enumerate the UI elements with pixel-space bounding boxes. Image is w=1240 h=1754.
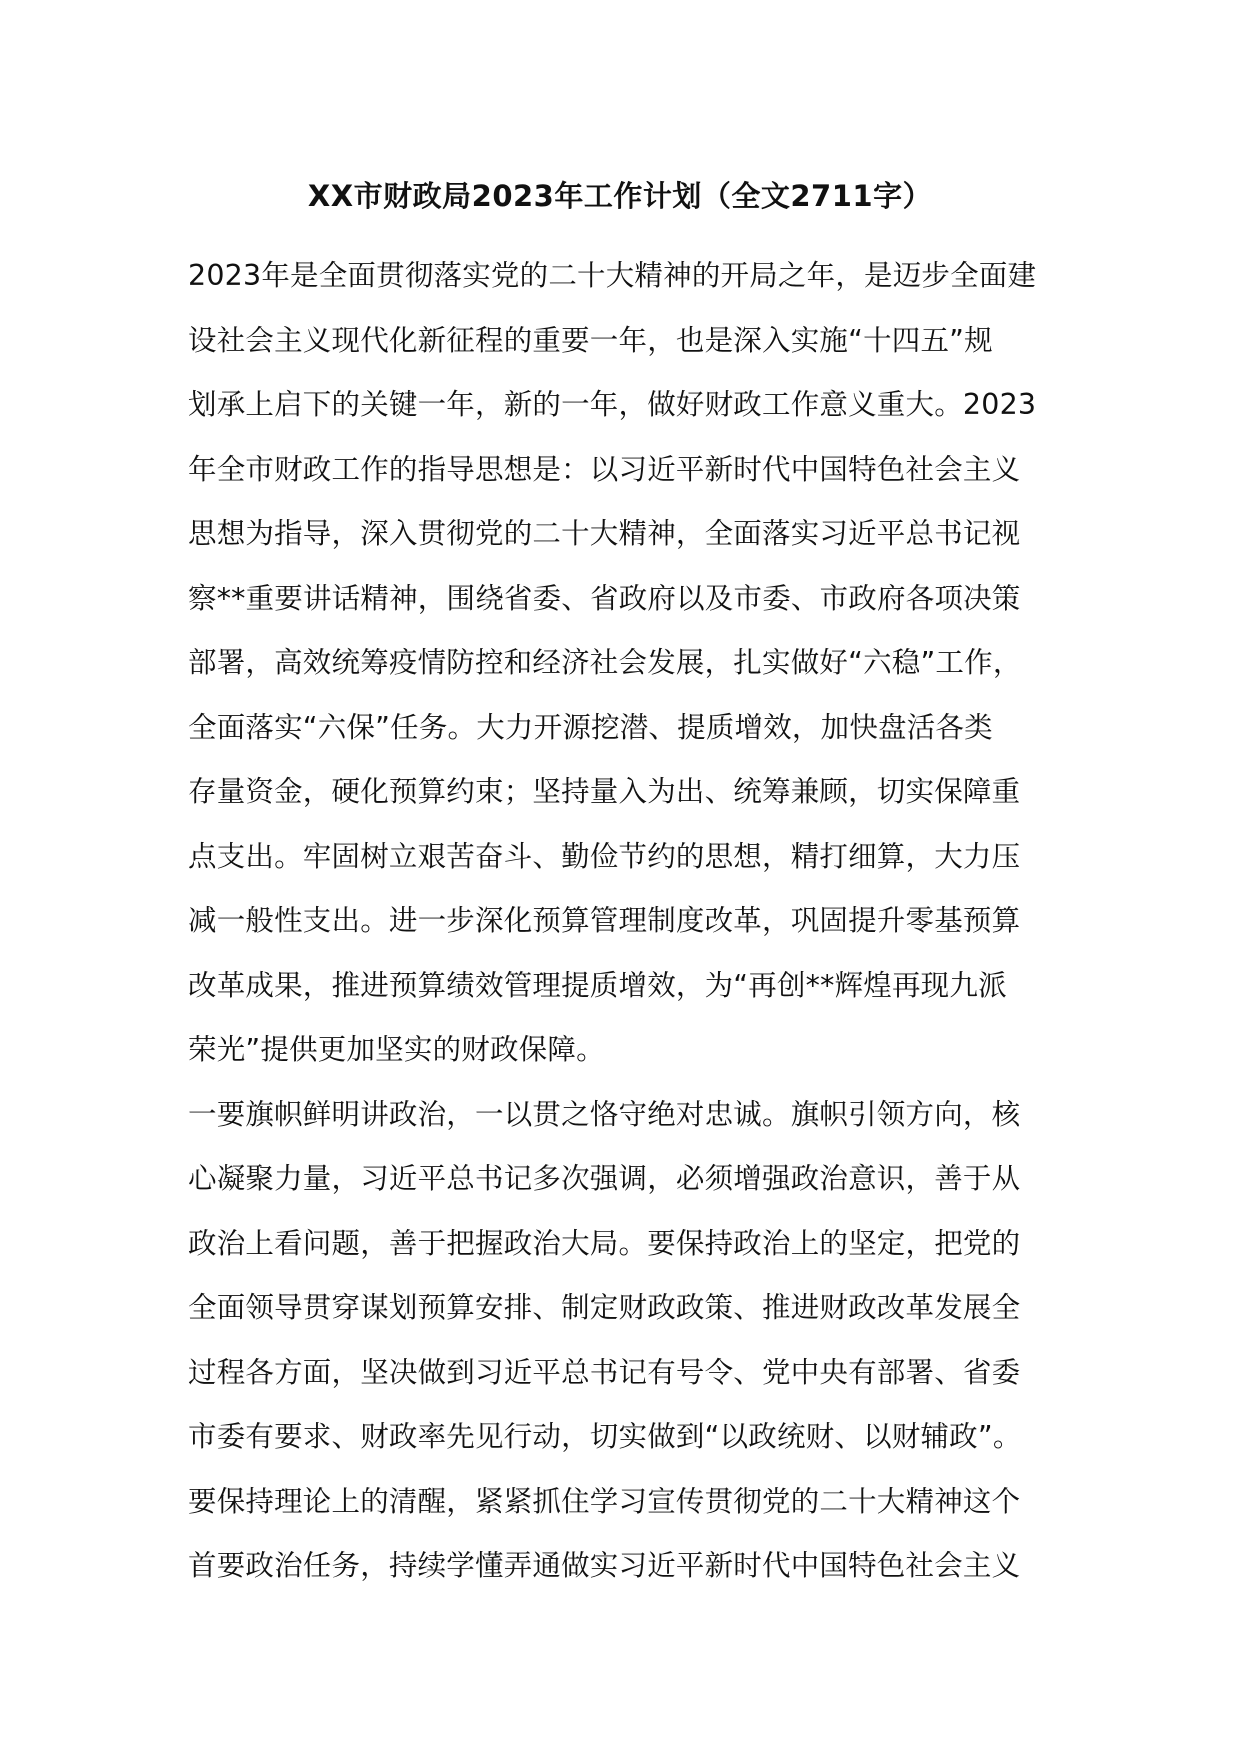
paragraph-line: 心凝聚力量，习近平总书记多次强调，必须增强政治意识，善于从 [188, 1162, 1021, 1195]
paragraph-line: 部署，高效统筹疫情防控和经济社会发展，扎实做好“六稳”工作， [188, 646, 1022, 679]
paragraph-line: 全面领导贯穿谋划预算安排、制定财政政策、推进财政改革发展全 [188, 1291, 1021, 1324]
paragraph-line: 过程各方面，坚决做到习近平总书记有号令、党中央有部署、省委 [188, 1355, 1021, 1389]
paragraph-line: 存量资金，硬化预算约束；坚持量入为出、统筹兼顾，切实保障重 [188, 775, 1021, 808]
document-body [188, 244, 1050, 1599]
paragraph-line: 划承上启下的关键一年，新的一年，做好财政工作意义重大。2023 [188, 388, 1037, 421]
paragraph-line: 减一般性支出。进一步深化预算管理制度改革，巩固提升零基预算 [188, 904, 1021, 937]
paragraph-line: 市委有要求、财政率先见行动，切实做到“以政统财、以财辅政”。 [188, 1420, 1022, 1453]
document-title: XX市财政局2023年工作计划（全文2711字） [307, 179, 933, 213]
paragraph-line: 察**重要讲话精神，围绕省委、省政府以及市委、市政府各项决策 [188, 581, 1021, 615]
paragraph-line: 设社会主义现代化新征程的重要一年，也是深入实施“十四五”规 [188, 323, 993, 357]
paragraph-line: 一要旗帜鲜明讲政治，一以贯之恪守绝对忠诚。旗帜引领方向，核 [188, 1097, 1021, 1131]
paragraph-line: 2023年是全面贯彻落实党的二十大精神的开局之年，是迈步全面建 [188, 259, 1037, 292]
paragraph-line: 政治上看问题，善于把握政治大局。要保持政治上的坚定，把党的 [188, 1226, 1021, 1260]
paragraph-line: 荣光”提供更加坚实的财政保障。 [188, 1033, 605, 1066]
paragraph-line: 全面落实“六保”任务。大力开源挖潜、提质增效，加快盘活各类 [188, 710, 993, 744]
paragraph-line: 年全市财政工作的指导思想是：以习近平新时代中国特色社会主义 [188, 452, 1021, 486]
paragraph-line: 点支出。牢固树立艰苦奋斗、勤俭节约的思想，精打细算，大力压 [188, 839, 1021, 873]
paragraph-1 [188, 244, 1050, 1083]
paragraph-line: 改革成果，推进预算绩效管理提质增效，为“再创**辉煌再现九派 [188, 968, 1007, 1002]
paragraph-line: 首要政治任务，持续学懂弄通做实习近平新时代中国特色社会主义 [188, 1549, 1021, 1582]
paragraph-line: 思想为指导，深入贯彻党的二十大精神，全面落实习近平总书记视 [188, 517, 1021, 550]
paragraph-line: 要保持理论上的清醒，紧紧抓住学习宣传贯彻党的二十大精神这个 [188, 1484, 1021, 1518]
paragraph-2 [188, 1083, 1050, 1599]
